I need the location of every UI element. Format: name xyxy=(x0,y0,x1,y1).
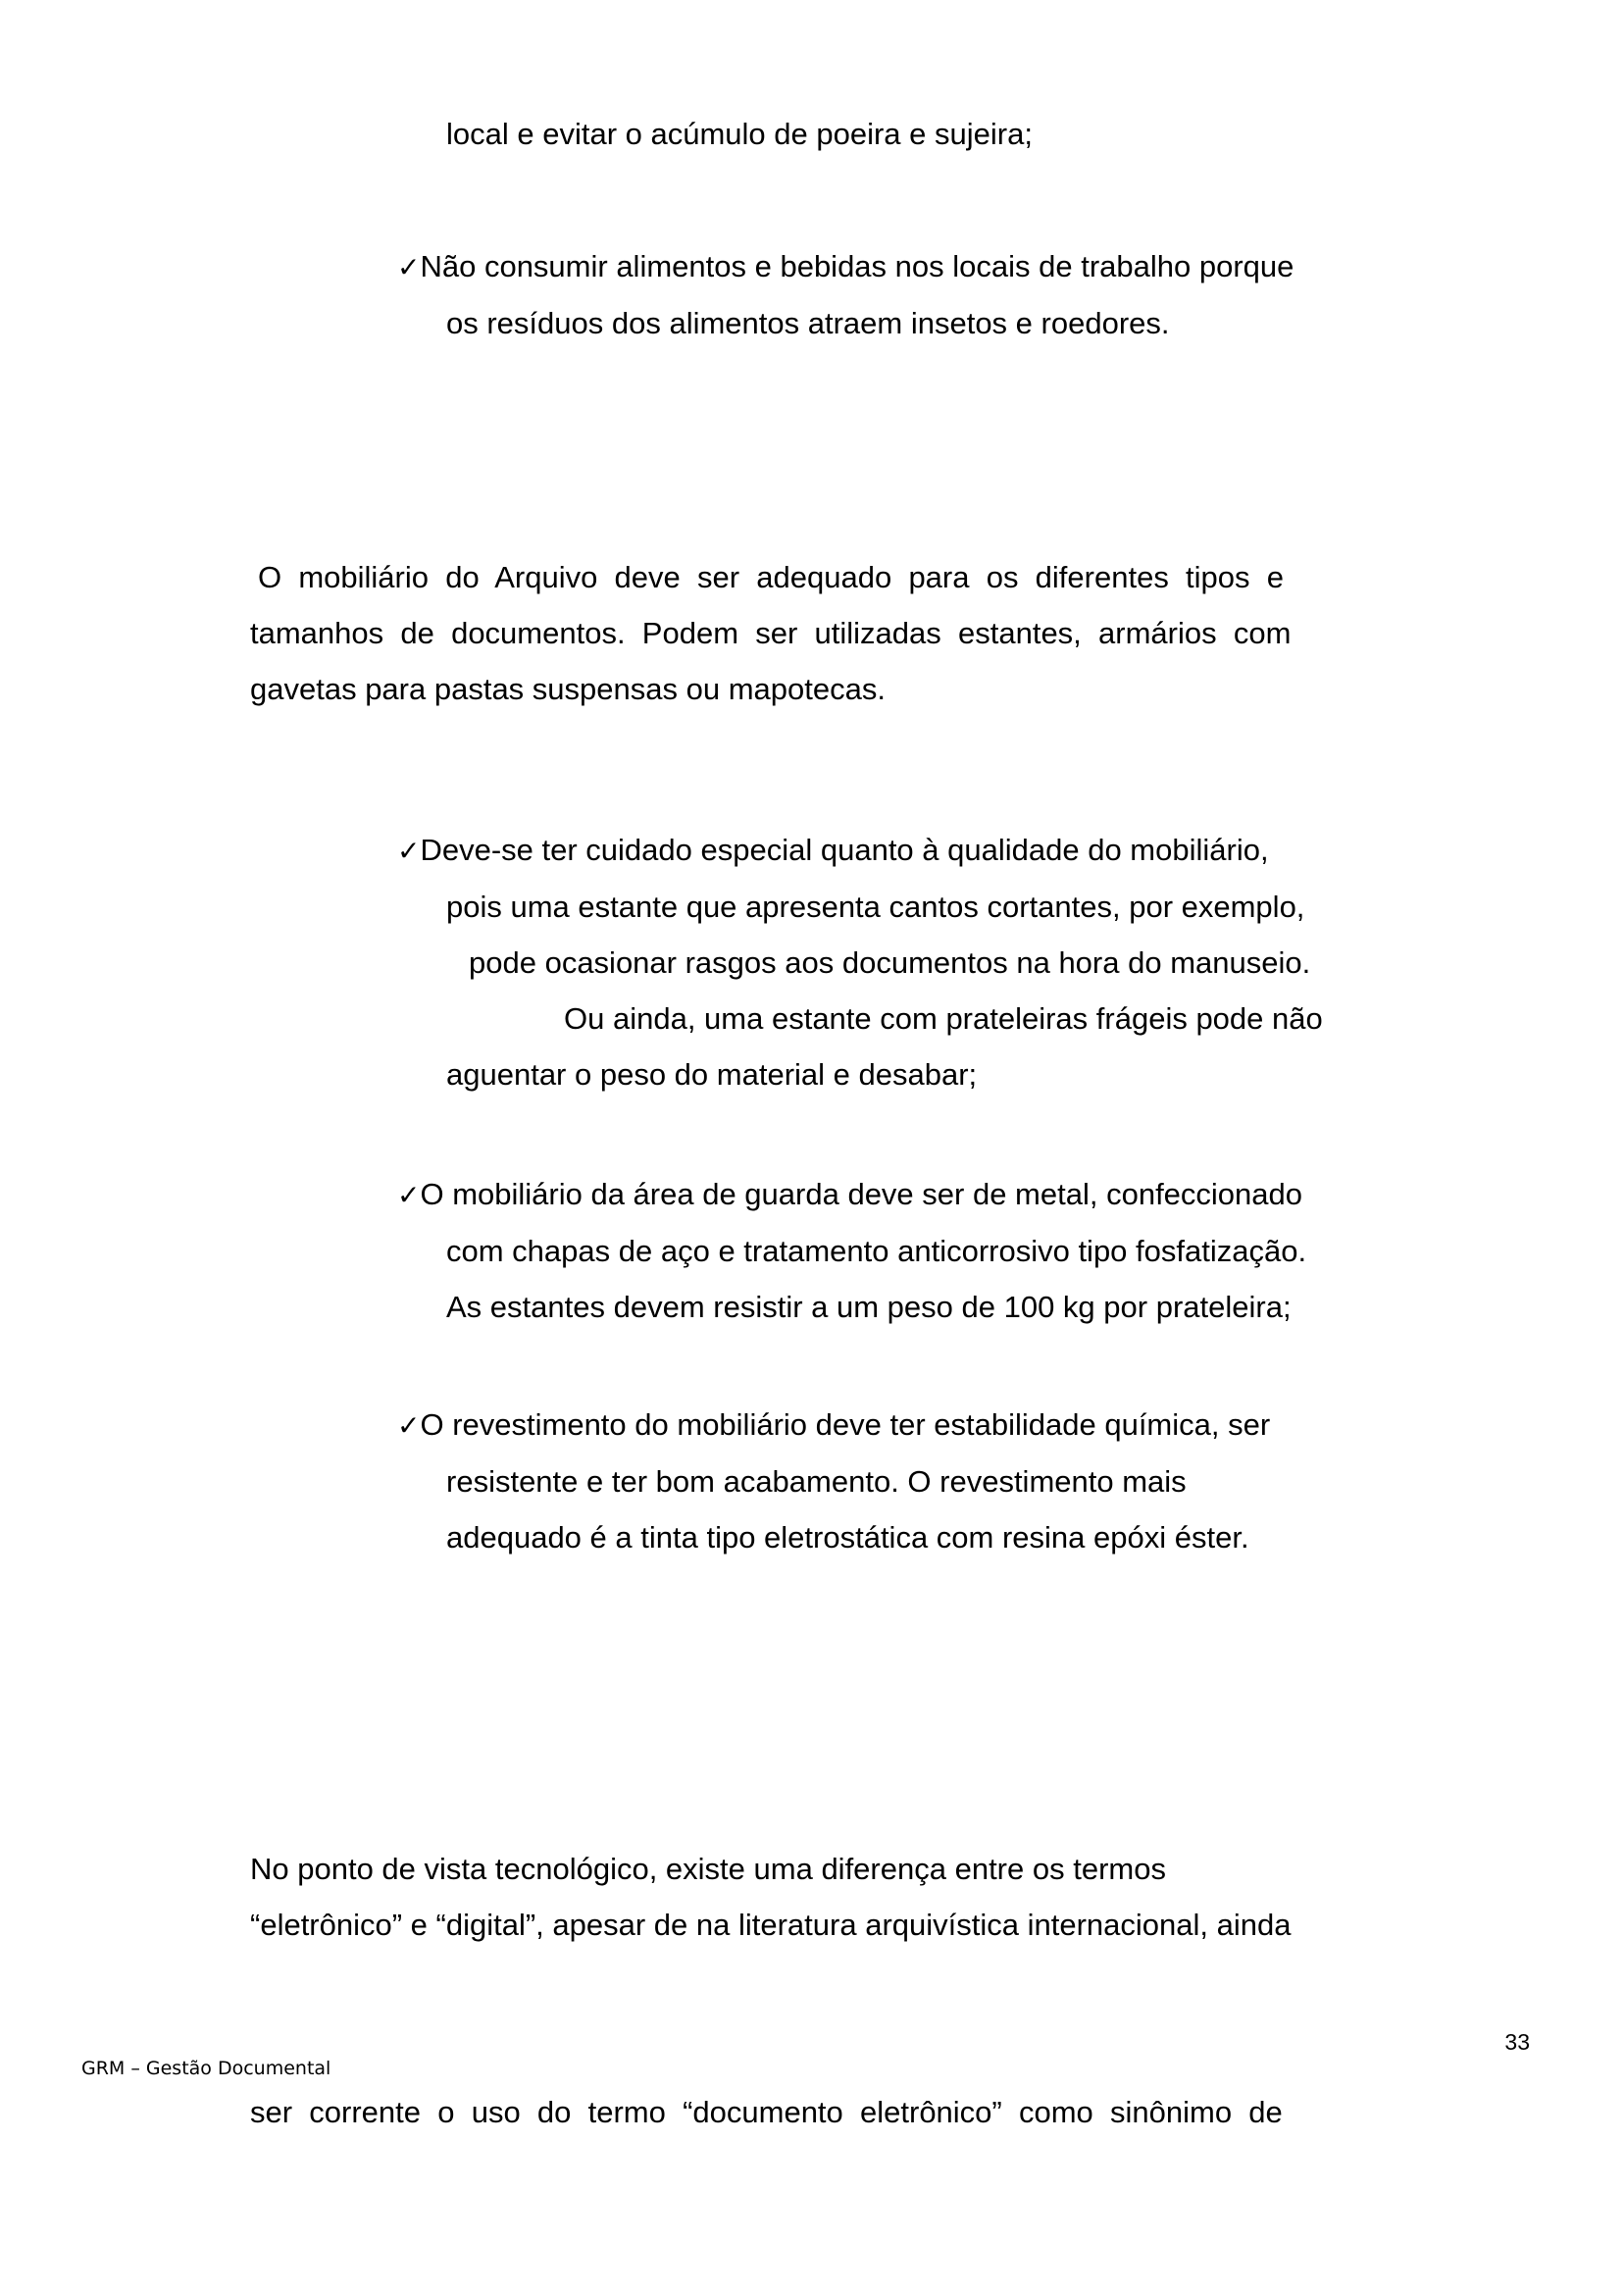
bullet-line-text: Não consumir alimentos e bebidas nos locais de trabalho porque xyxy=(420,249,1294,283)
bullet-line xyxy=(397,1046,1323,1102)
continued-text-line: local e evitar o acúmulo de poeira e sujeira; xyxy=(446,117,1033,151)
paragraph-digital-line-1: No ponto de vista tecnológico, existe uma diferença entre os termos xyxy=(250,1852,1166,1886)
bullet-line xyxy=(397,238,1294,295)
bullet-line xyxy=(397,1509,1270,1565)
paragraph-line: gavetas para pastas suspensas ou mapotecas. xyxy=(250,672,886,706)
bullet-item-metal xyxy=(397,1166,1306,1335)
bullet-line-text: os resíduos dos alimentos atraem insetos e roedores. xyxy=(446,306,1170,340)
checkmark-icon: ✓ xyxy=(397,251,421,283)
bullet-line-text: pode ocasionar rasgos aos documentos na hora do manuseio. xyxy=(469,945,1311,980)
bullet-item-coating xyxy=(397,1397,1270,1565)
bullet-line-text: Deve-se ter cuidado especial quanto à qualidade do mobiliário, xyxy=(420,833,1269,867)
bullet-line xyxy=(397,1279,1306,1335)
bullet-line-text: adequado é a tinta tipo eletrostática com resina epóxi éster. xyxy=(446,1520,1249,1555)
bullet-line-text: aguentar o peso do material e desabar; xyxy=(446,1057,978,1092)
paragraph-line: tamanhos de documentos. Podem ser utilizadas estantes, armários com xyxy=(250,616,1292,650)
bullet-line-text: O revestimento do mobiliário deve ter estabilidade química, ser xyxy=(420,1407,1271,1442)
bullet-item-quality xyxy=(397,822,1323,1102)
bullet-line xyxy=(397,822,1323,879)
paragraph-furniture xyxy=(250,549,1381,717)
bullet-line-text: As estantes devem resistir a um peso de 100 kg por prateleira; xyxy=(446,1290,1292,1324)
bullet-line xyxy=(397,991,1323,1046)
checkmark-icon: ✓ xyxy=(397,835,421,867)
bullet-line xyxy=(397,879,1323,935)
bullet-item-food xyxy=(397,238,1294,351)
bullet-line-text: O mobiliário da área de guarda deve ser de metal, confeccionado xyxy=(420,1177,1303,1211)
bullet-line xyxy=(397,1453,1270,1509)
checkmark-icon: ✓ xyxy=(397,1179,421,1211)
checkmark-icon: ✓ xyxy=(397,1409,421,1442)
bullet-line xyxy=(397,1397,1270,1453)
bullet-line-text: resistente e ter bom acabamento. O revestimento mais xyxy=(446,1464,1187,1499)
page-number: 33 xyxy=(1504,2029,1530,2055)
bullet-line-text: pois uma estante que apresenta cantos cortantes, por exemplo, xyxy=(446,890,1305,924)
footer-label: GRM – Gestão Documental xyxy=(81,2058,331,2079)
bullet-line xyxy=(397,295,1294,351)
bullet-line xyxy=(397,935,1323,991)
bullet-line-text: Ou ainda, uma estante com prateleiras frágeis pode não xyxy=(564,1001,1323,1036)
bullet-line xyxy=(397,1223,1306,1279)
bullet-line-text: com chapas de aço e tratamento anticorrosivo tipo fosfatização. xyxy=(446,1234,1307,1268)
paragraph-digital-line-3: ser corrente o uso do termo “documento eletrônico” como sinônimo de xyxy=(250,2095,1283,2129)
bullet-line xyxy=(397,1166,1306,1223)
paragraph-line: O mobiliário do Arquivo deve ser adequado para os diferentes tipos e xyxy=(258,560,1284,594)
paragraph-digital-line-2: “eletrônico” e “digital”, apesar de na literatura arquivística internacional, ainda xyxy=(250,1908,1292,1942)
